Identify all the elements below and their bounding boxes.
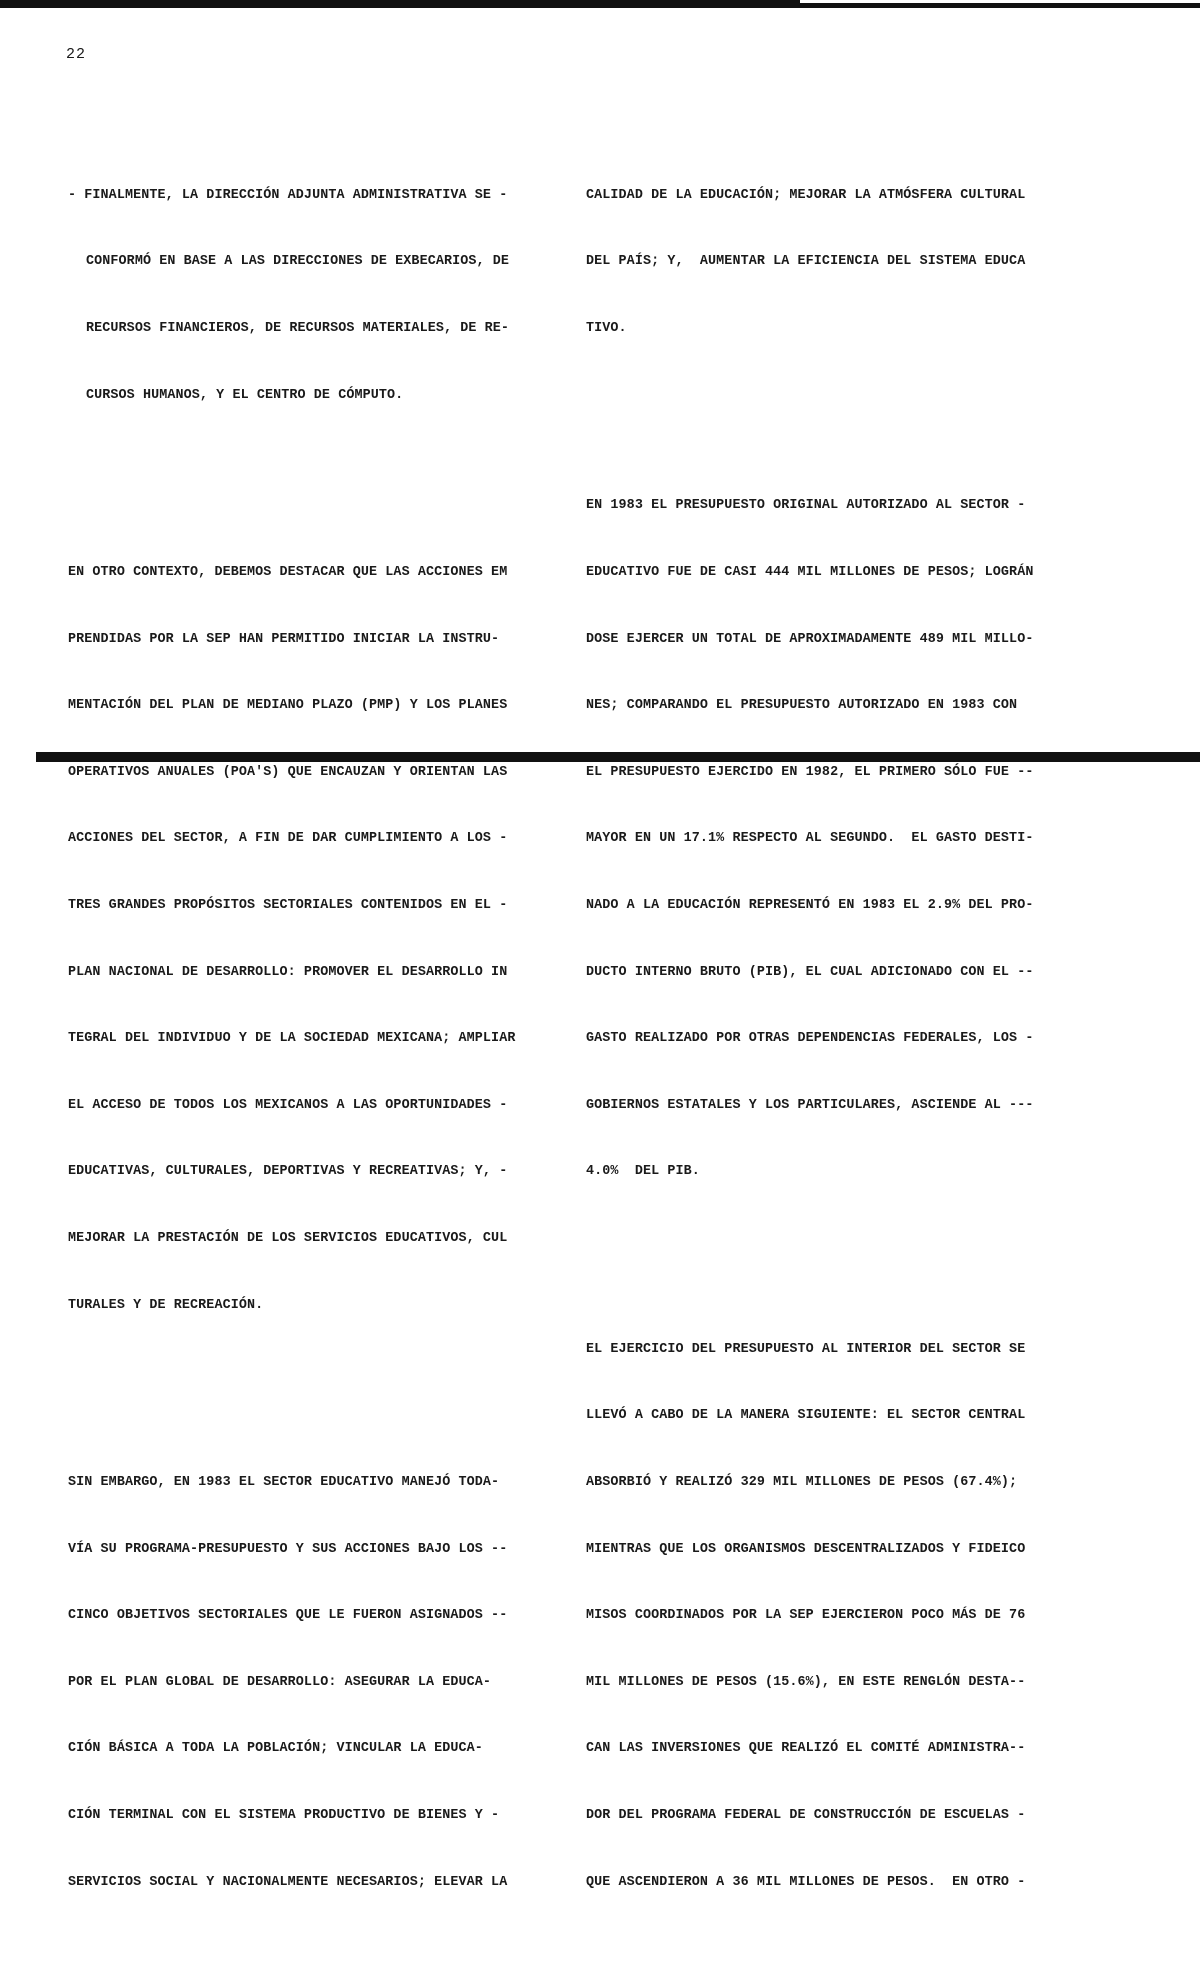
text-line: DOSE EJERCER UN TOTAL DE APROXIMADAMENTE 489 MIL MILLO- [586,631,1034,647]
text-line: EL EJERCICIO DEL PRESUPUESTO AL INTERIOR DEL SECTOR SE [586,1341,1026,1357]
text-line: CALIDAD DE LA EDUCACIÓN; MEJORAR LA ATMÓSFERA CULTURAL [586,187,1026,203]
text-line: TRES GRANDES PROPÓSITOS SECTORIALES CONTENIDOS EN EL - [68,897,508,913]
text-line: MAYOR EN UN 17.1% RESPECTO AL SEGUNDO. EL GASTO DESTI- [586,831,1034,847]
paragraph-otro-contexto [68,518,515,1362]
text-line: CAN LAS INVERSIONES QUE REALIZÓ EL COMITÉ ADMINISTRA-- [586,1741,1026,1757]
text-line: EL ACCESO DE TODOS LOS MEXICANOS A LAS OPORTUNIDADES - [68,1097,508,1113]
text-line: MISOS COORDINADOS POR LA SEP EJERCIERON POCO MÁS DE 76 [586,1608,1026,1624]
text-line: ABSORBIÓ Y REALIZÓ 329 MIL MILLONES DE PESOS (67.4%); [586,1474,1018,1490]
right-column [586,96,1033,1982]
text-line: MIL MILLONES DE PESOS (15.6%), EN ESTE RENGLÓN DESTA-- [586,1674,1026,1690]
text-line: MENTACIÓN DEL PLAN DE MEDIANO PLAZO (PMP) Y LOS PLANES [68,698,508,714]
text-line: - FINALMENTE, LA DIRECCIÓN ADJUNTA ADMINISTRATIVA SE - [68,187,508,203]
text-line: NADO A LA EDUCACIÓN REPRESENTÓ EN 1983 EL 2.9% DEL PRO- [586,897,1034,913]
text-line: CONFORMÓ EN BASE A LAS DIRECCIONES DE EXBECARIOS, DE [86,254,510,270]
text-line: POR EL PLAN GLOBAL DE DESARROLLO: ASEGURAR LA EDUCA- [68,1674,492,1690]
paragraph-calidad-educacion [586,140,1033,384]
text-line: SIN EMBARGO, EN 1983 EL SECTOR EDUCATIVO MANEJÓ TODA- [68,1474,500,1490]
left-column [68,96,515,1982]
text-line: CIÓN BÁSICA A TODA LA POBLACIÓN; VINCULAR LA EDUCA- [68,1741,483,1757]
text-line: MIENTRAS QUE LOS ORGANISMOS DESCENTRALIZADOS Y FIDEICO [586,1541,1026,1557]
text-line: GASTO REALIZADO POR OTRAS DEPENDENCIAS FEDERALES, LOS - [586,1031,1034,1047]
text-line: VÍA SU PROGRAMA-PRESUPUESTO Y SUS ACCIONES BAJO LOS -- [68,1541,508,1557]
paragraph-direccion-adjunta [68,140,515,451]
text-line: EL PRESUPUESTO EJERCIDO EN 1982, EL PRIMERO SÓLO FUE -- [586,764,1034,780]
text-line: MEJORAR LA PRESTACIÓN DE LOS SERVICIOS EDUCATIVOS, CUL [68,1230,508,1246]
text-line: EDUCATIVAS, CULTURALES, DEPORTIVAS Y RECREATIVAS; Y, - [68,1164,508,1180]
paragraph-sin-embargo [68,1428,515,1939]
text-line: CIÓN TERMINAL CON EL SISTEMA PRODUCTIVO DE BIENES Y - [68,1807,500,1823]
text-line: TURALES Y DE RECREACIÓN. [68,1297,264,1313]
page-number: 22 [66,46,87,63]
paragraph-presupuesto-1983 [586,451,1033,1228]
text-line: EN 1983 EL PRESUPUESTO ORIGINAL AUTORIZADO AL SECTOR - [586,498,1026,514]
text-line: 4.0% DEL PIB. [586,1164,700,1180]
text-line: PLAN NACIONAL DE DESARROLLO: PROMOVER EL DESARROLLO IN [68,964,508,980]
text-line: CINCO OBJETIVOS SECTORIALES QUE LE FUERON ASIGNADOS -- [68,1608,508,1624]
text-line: DEL PAÍS; Y, AUMENTAR LA EFICIENCIA DEL SISTEMA EDUCA [586,254,1026,270]
text-line: PRENDIDAS POR LA SEP HAN PERMITIDO INICIAR LA INSTRU- [68,631,500,647]
text-line: DUCTO INTERNO BRUTO (PIB), EL CUAL ADICIONADO CON EL -- [586,964,1034,980]
text-line: OPERATIVOS ANUALES (POA'S) QUE ENCAUZAN Y ORIENTAN LAS [68,764,508,780]
text-line: CURSOS HUMANOS, Y EL CENTRO DE CÓMPUTO. [86,387,404,403]
text-line: SERVICIOS SOCIAL Y NACIONALMENTE NECESARIOS; ELEVAR LA [68,1874,508,1890]
text-line: RECURSOS FINANCIEROS, DE RECURSOS MATERIALES, DE RE- [86,321,510,336]
text-line: TEGRAL DEL INDIVIDUO Y DE LA SOCIEDAD MEXICANA; AMPLIAR [68,1031,516,1047]
text-line: NES; COMPARANDO EL PRESUPUESTO AUTORIZADO EN 1983 CON [586,698,1018,714]
text-line: TIVO. [586,321,627,336]
paragraph-ejercicio-presupuesto [586,1294,1033,1938]
text-line: LLEVÓ A CABO DE LA MANERA SIGUIENTE: EL SECTOR CENTRAL [586,1408,1026,1424]
text-line: QUE ASCENDIERON A 36 MIL MILLONES DE PESOS. EN OTRO - [586,1874,1026,1890]
text-line: EN OTRO CONTEXTO, DEBEMOS DESTACAR QUE LAS ACCIONES EM [68,565,508,580]
text-line: EDUCATIVO FUE DE CASI 444 MIL MILLONES DE PESOS; LOGRÁN [586,565,1034,580]
text-line: GOBIERNOS ESTATALES Y LOS PARTICULARES, ASCIENDE AL --- [586,1097,1034,1113]
text-line: ACCIONES DEL SECTOR, A FIN DE DAR CUMPLIMIENTO A LOS - [68,831,508,847]
scan-border-top-gap [800,0,1200,3]
text-line: DOR DEL PROGRAMA FEDERAL DE CONSTRUCCIÓN DE ESCUELAS - [586,1807,1026,1823]
